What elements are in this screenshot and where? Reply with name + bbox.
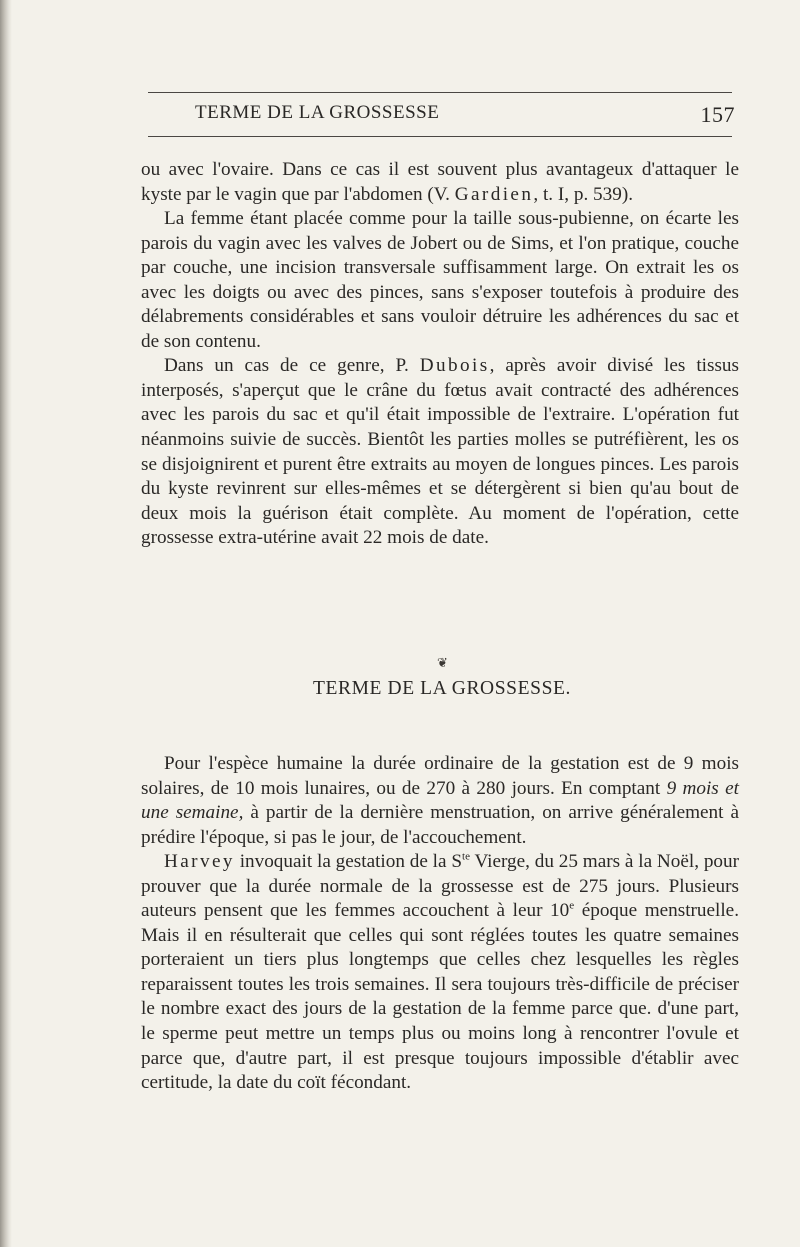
paragraph: ou avec l'ovaire. Dans ce cas il est souvent plus avantageux d'attaquer le kyste par le vagin que par l'abdomen (V. Gardien, t. I, p. 539). <box>141 159 739 205</box>
paragraph: Pour l'espèce humaine la durée ordinaire de la gestation est de 9 mois solaires, de 10 mois lunaires, ou de 270 à 280 jours. En comptant 9 mois et une semaine, à partir de la dernière menstruation, on arrive généralement à prédire l'époque, si pas le jour, de l'accouchement. <box>141 753 739 848</box>
author-name: Gardien <box>454 183 534 205</box>
paragraph: Harvey invoquait la gestation de la $S^{te}$ Vierge, du 25 mars à la Noël, pour prouver que la durée normale de la grossesse est de 275 jours. Plusieurs auteurs pensent que les femmes accouchent à leur 10e époque menstruelle. Mais il en résulterait que celles qui sont réglées toutes les quatre semaines porteraient un tiers plus longtemps que celles chez lesquelles les règles reparaissent toutes les trois semaines. Il sera toujours très-difficile de préciser le nombre exact des jours de la gestation de la femme parce que. d'une part, le sperme peut mettre un temps plus ou moins long à rencontrer l'ovule et parce que, d'autre part, il est presque toujours impossible d'établir avec certitude, la date du coït fécondant. <box>141 850 739 1094</box>
running-title: TERME DE LA GROSSESSE <box>195 102 440 123</box>
header-rule-top <box>148 92 732 93</box>
author-name: Dubois <box>419 355 490 377</box>
paragraph: Dans un cas de ce genre, P. Dubois, après avoir divisé les tissus interposés, s'aperçut que le crâne du fœtus avait contracté des adhérences avec les parois du sac et qu'il était impossible de l'extraire. L'opération fut néanmoins suivie de succès. Bientôt les parties molles se putréfièrent, les os se disjoignirent et purent être extraits au moyen de longues pinces. Les parois du kyste revinrent sur elles-mêmes et se détergèrent si bien qu'au bout de deux mois la guérison était complète. Au moment de l'opération, cette grossesse extra-utérine avait 22 mois de date. <box>141 355 739 549</box>
section-title: TERME DE LA GROSSESSE. <box>312 678 572 699</box>
section-text <box>141 752 739 1096</box>
continued-text <box>141 158 739 551</box>
emphasis: 9 mois et une semaine, <box>141 777 739 824</box>
author-name: Harvey <box>164 851 235 873</box>
paragraph: La femme étant placée comme pour la taille sous-pubienne, on écarte les parois du vagin avec les valves de Jobert ou de Sims, et l'on pratique, couche par couche, une incision transversale suffisamment large. On extrait les os avec les doigts ou avec des pinces, sans s'exposer toutefois à produire des délabrements considérables et sans vouloir détruire les adhérences du sac et de son contenu. <box>141 208 739 352</box>
ornament-icon: ❦ <box>437 655 448 670</box>
page-number: 157 <box>700 102 735 127</box>
header-rule-bottom <box>148 136 732 137</box>
running-header <box>195 100 735 130</box>
